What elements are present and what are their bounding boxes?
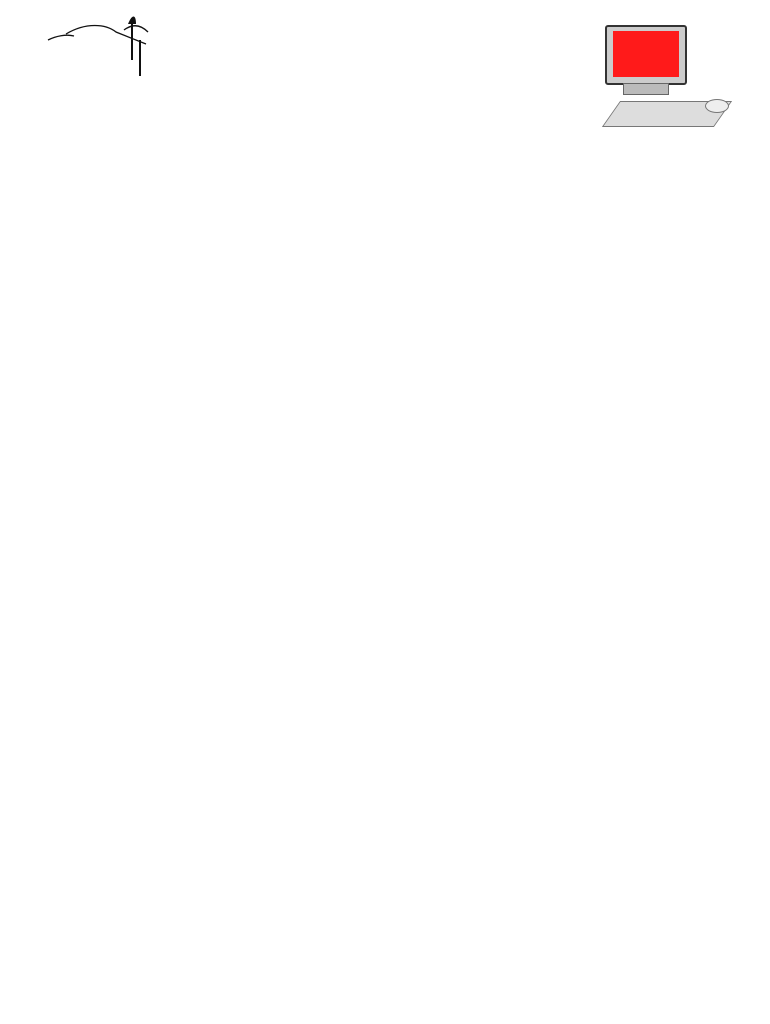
monitor-stand bbox=[623, 83, 669, 95]
computer-illustration bbox=[585, 15, 760, 133]
student-id-field[interactable] bbox=[393, 124, 400, 156]
date-field[interactable] bbox=[520, 158, 527, 190]
level-field[interactable] bbox=[395, 158, 402, 190]
student-name-field[interactable] bbox=[45, 124, 52, 156]
instructor-field[interactable] bbox=[45, 158, 52, 190]
mouse-icon bbox=[705, 99, 729, 113]
mt-sac-logo-graphic bbox=[36, 10, 156, 95]
computer-monitor-icon bbox=[605, 25, 687, 85]
